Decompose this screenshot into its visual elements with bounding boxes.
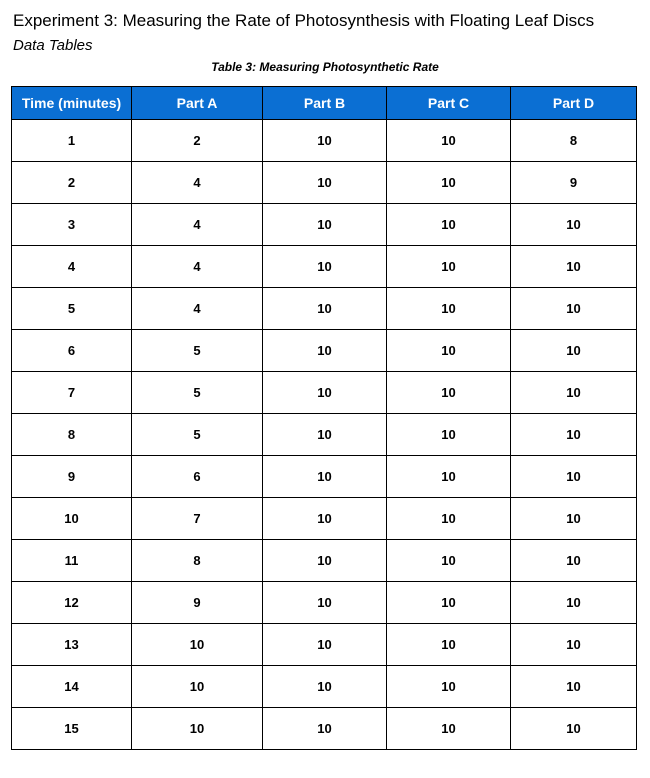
cell-part-b: 10 bbox=[263, 246, 387, 288]
column-header-time: Time (minutes) bbox=[12, 87, 132, 120]
cell-part-c: 10 bbox=[387, 666, 511, 708]
cell-part-b: 10 bbox=[263, 666, 387, 708]
cell-part-a: 6 bbox=[132, 456, 263, 498]
cell-time: 14 bbox=[12, 666, 132, 708]
cell-part-d: 10 bbox=[511, 414, 637, 456]
cell-part-c: 10 bbox=[387, 582, 511, 624]
header-row bbox=[12, 87, 637, 120]
table-row bbox=[12, 204, 637, 246]
cell-part-c: 10 bbox=[387, 204, 511, 246]
cell-part-d: 9 bbox=[511, 162, 637, 204]
cell-part-d: 10 bbox=[511, 582, 637, 624]
cell-part-d: 10 bbox=[511, 288, 637, 330]
cell-part-a: 2 bbox=[132, 120, 263, 162]
table-body bbox=[12, 120, 637, 750]
cell-part-a: 10 bbox=[132, 708, 263, 750]
column-header-part-d: Part D bbox=[511, 87, 637, 120]
table-row bbox=[12, 708, 637, 750]
page-title: Experiment 3: Measuring the Rate of Photosynthesis with Floating Leaf Discs bbox=[13, 11, 595, 30]
cell-part-a: 7 bbox=[132, 498, 263, 540]
cell-time: 1 bbox=[12, 120, 132, 162]
cell-time: 6 bbox=[12, 330, 132, 372]
cell-part-c: 10 bbox=[387, 288, 511, 330]
table-header bbox=[12, 87, 637, 120]
cell-part-b: 10 bbox=[263, 498, 387, 540]
cell-part-d: 8 bbox=[511, 120, 637, 162]
cell-part-c: 10 bbox=[387, 330, 511, 372]
table-row bbox=[12, 120, 637, 162]
cell-part-a: 4 bbox=[132, 246, 263, 288]
cell-part-a: 8 bbox=[132, 540, 263, 582]
cell-part-d: 10 bbox=[511, 246, 637, 288]
data-table bbox=[11, 86, 637, 750]
cell-time: 15 bbox=[12, 708, 132, 750]
cell-part-d: 10 bbox=[511, 624, 637, 666]
cell-part-c: 10 bbox=[387, 498, 511, 540]
cell-time: 9 bbox=[12, 456, 132, 498]
cell-part-b: 10 bbox=[263, 204, 387, 246]
cell-part-d: 10 bbox=[511, 372, 637, 414]
cell-part-b: 10 bbox=[263, 624, 387, 666]
cell-part-c: 10 bbox=[387, 456, 511, 498]
cell-part-b: 10 bbox=[263, 456, 387, 498]
cell-part-c: 10 bbox=[387, 414, 511, 456]
table-row bbox=[12, 162, 637, 204]
table-row bbox=[12, 246, 637, 288]
cell-part-a: 10 bbox=[132, 624, 263, 666]
column-header-part-a: Part A bbox=[132, 87, 263, 120]
cell-part-b: 10 bbox=[263, 708, 387, 750]
cell-part-a: 5 bbox=[132, 414, 263, 456]
cell-part-d: 10 bbox=[511, 204, 637, 246]
cell-part-a: 10 bbox=[132, 666, 263, 708]
cell-part-d: 10 bbox=[511, 330, 637, 372]
cell-part-a: 4 bbox=[132, 162, 263, 204]
cell-time: 12 bbox=[12, 582, 132, 624]
cell-part-a: 9 bbox=[132, 582, 263, 624]
cell-time: 8 bbox=[12, 414, 132, 456]
cell-time: 11 bbox=[12, 540, 132, 582]
cell-time: 5 bbox=[12, 288, 132, 330]
cell-time: 4 bbox=[12, 246, 132, 288]
cell-part-d: 10 bbox=[511, 540, 637, 582]
page-subtitle: Data Tables bbox=[13, 37, 93, 54]
cell-part-c: 10 bbox=[387, 162, 511, 204]
cell-part-a: 4 bbox=[132, 288, 263, 330]
cell-part-b: 10 bbox=[263, 330, 387, 372]
cell-time: 10 bbox=[12, 498, 132, 540]
table-row bbox=[12, 372, 637, 414]
table-row bbox=[12, 498, 637, 540]
cell-time: 2 bbox=[12, 162, 132, 204]
cell-part-b: 10 bbox=[263, 372, 387, 414]
cell-part-c: 10 bbox=[387, 120, 511, 162]
cell-part-c: 10 bbox=[387, 624, 511, 666]
table-row bbox=[12, 414, 637, 456]
cell-time: 7 bbox=[12, 372, 132, 414]
cell-part-d: 10 bbox=[511, 498, 637, 540]
cell-part-d: 10 bbox=[511, 666, 637, 708]
cell-part-b: 10 bbox=[263, 288, 387, 330]
cell-part-b: 10 bbox=[263, 540, 387, 582]
cell-time: 3 bbox=[12, 204, 132, 246]
cell-part-a: 4 bbox=[132, 204, 263, 246]
cell-part-b: 10 bbox=[263, 582, 387, 624]
cell-part-c: 10 bbox=[387, 372, 511, 414]
table-row bbox=[12, 666, 637, 708]
cell-part-d: 10 bbox=[511, 708, 637, 750]
table-row bbox=[12, 288, 637, 330]
table-caption: Table 3: Measuring Photosynthetic Rate bbox=[211, 60, 439, 74]
cell-part-a: 5 bbox=[132, 372, 263, 414]
table-row bbox=[12, 540, 637, 582]
cell-part-a: 5 bbox=[132, 330, 263, 372]
cell-part-c: 10 bbox=[387, 246, 511, 288]
cell-part-c: 10 bbox=[387, 540, 511, 582]
cell-part-b: 10 bbox=[263, 414, 387, 456]
cell-part-c: 10 bbox=[387, 708, 511, 750]
cell-part-d: 10 bbox=[511, 456, 637, 498]
table-row bbox=[12, 624, 637, 666]
cell-time: 13 bbox=[12, 624, 132, 666]
table-row bbox=[12, 330, 637, 372]
table-row bbox=[12, 582, 637, 624]
cell-part-b: 10 bbox=[263, 162, 387, 204]
column-header-part-b: Part B bbox=[263, 87, 387, 120]
column-header-part-c: Part C bbox=[387, 87, 511, 120]
cell-part-b: 10 bbox=[263, 120, 387, 162]
table-row bbox=[12, 456, 637, 498]
